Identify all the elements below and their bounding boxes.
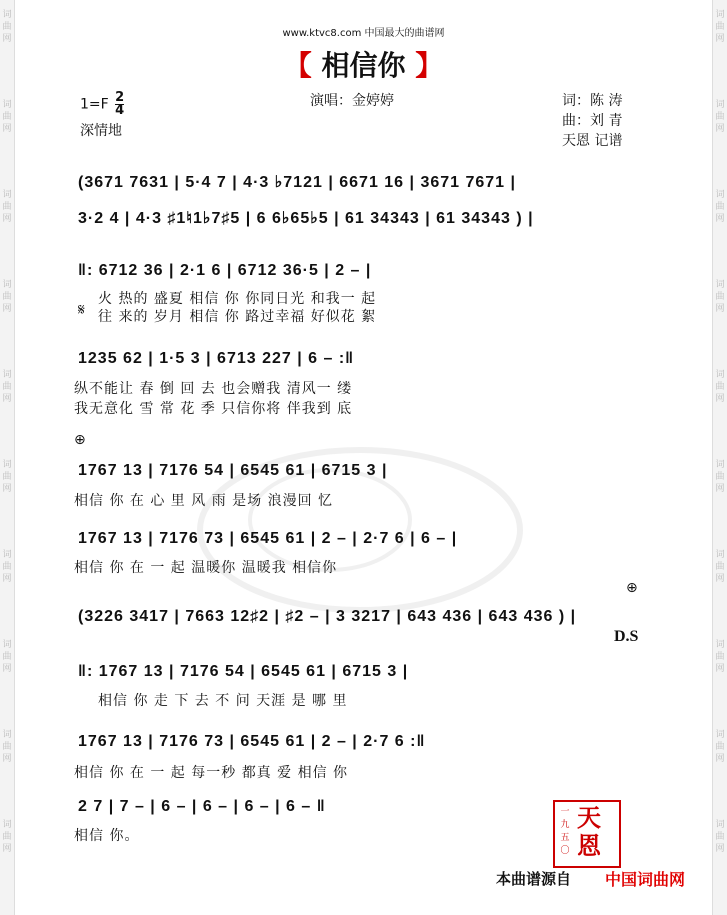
side-watermark-char: 曲 xyxy=(2,832,12,842)
title-close-bracket: 】 xyxy=(415,49,444,82)
side-watermark-char: 曲 xyxy=(2,22,12,32)
side-watermark-char: 曲 xyxy=(715,382,725,392)
side-watermark-char: 曲 xyxy=(715,652,725,662)
notation-row-verse-a: ‖: 6712 36 | 2·1 6 | 6712 36·5 | 2 – | xyxy=(78,262,372,279)
side-watermark-char: 曲 xyxy=(2,112,12,122)
side-watermark-char: 曲 xyxy=(715,832,725,842)
side-watermark-char: 网 xyxy=(2,754,12,764)
side-watermark-char: 曲 xyxy=(2,742,12,752)
time-sig-top: 2 xyxy=(115,90,125,105)
side-watermark-char: 词 xyxy=(2,550,12,560)
side-watermark-char: 网 xyxy=(715,664,725,674)
side-watermark-char: 网 xyxy=(2,664,12,674)
notation-row-coda-a: ‖: 1767 13 | 7176 54 | 6545 61 | 6715 3 | xyxy=(78,663,409,680)
notation-row-chorus-a: 1767 13 | 7176 54 | 6545 61 | 6715 3 | xyxy=(78,462,388,479)
side-watermark-char: 曲 xyxy=(2,292,12,302)
lyric-line-l9: 相信 你。 xyxy=(74,828,140,844)
lyric-line-l5: 相信 你 在 心 里 风 雨 是场 浪漫回 忆 xyxy=(74,493,334,509)
side-watermark-char: 网 xyxy=(715,574,725,584)
footer-site-name[interactable]: 中国词曲网 xyxy=(605,870,686,889)
song-title xyxy=(0,44,727,84)
side-watermark-char: 词 xyxy=(2,370,12,380)
lyric-line-l6: 相信 你 在 一 起 温暖你 温暖我 相信你 xyxy=(74,560,338,576)
key-label: 1=F xyxy=(80,96,109,113)
lyric-line-l8: 相信 你 在 一 起 每一秒 都真 爱 相信 你 xyxy=(74,765,349,781)
side-watermark-char: 曲 xyxy=(715,112,725,122)
segno-mark: 𝄋 xyxy=(78,300,85,319)
side-watermark-char: 网 xyxy=(715,484,725,494)
side-watermark-char: 曲 xyxy=(715,742,725,752)
side-watermark-char: 曲 xyxy=(2,202,12,212)
side-watermark-char: 曲 xyxy=(2,472,12,482)
side-watermark-char: 词 xyxy=(2,640,12,650)
notation-row-coda-b: 1767 13 | 7176 73 | 6545 61 | 2 – | 2·7 6 :‖ xyxy=(78,733,426,750)
side-watermark-char: 曲 xyxy=(715,472,725,482)
lyric-line-l2: 往 来的 岁月 相信 你 路过幸福 好似花 絮 xyxy=(98,309,377,325)
side-watermark-char: 词 xyxy=(2,190,12,200)
side-watermark-char: 网 xyxy=(2,304,12,314)
lyric-line-l3: 纵不能让 春 倒 回 去 也会赠我 清风一 缕 xyxy=(74,381,353,397)
coda-mark-2: ⊕ xyxy=(626,580,638,596)
side-watermark-char: 词 xyxy=(715,640,725,650)
notation-row-verse-b: 1235 62 | 1·5 3 | 6713 227 | 6 – :‖ xyxy=(78,350,355,367)
side-watermark-char: 词 xyxy=(2,730,12,740)
side-watermark-char: 网 xyxy=(2,484,12,494)
right-side-watermark-strip xyxy=(712,0,727,915)
time-sig-bottom: 4 xyxy=(115,103,125,118)
side-watermark-char: 曲 xyxy=(715,292,725,302)
stamp-column-text: 一 九 五 〇 xyxy=(560,807,570,856)
side-watermark-char: 词 xyxy=(2,10,12,20)
footer-source-label: 本曲谱源自 xyxy=(496,870,572,888)
side-watermark-char: 词 xyxy=(715,820,725,830)
side-watermark-char: 词 xyxy=(715,100,725,110)
side-watermark-char: 曲 xyxy=(715,202,725,212)
transcriber-credit: 天恩 记谱 xyxy=(562,133,623,149)
stamp-char-2: 恩 xyxy=(577,832,601,860)
singer-credit: 演唱：金婷婷 xyxy=(310,93,394,109)
side-watermark-char: 网 xyxy=(2,124,12,134)
side-watermark-char: 曲 xyxy=(715,562,725,572)
title-text: 相信你 xyxy=(321,49,406,82)
title-open-bracket: 【 xyxy=(283,49,312,82)
side-watermark-char: 网 xyxy=(2,34,12,44)
lyricist-credit: 词：陈 涛 xyxy=(562,93,623,109)
notation-row-intro-2: 3·2 4 | 4·3 ♯1♮1♭7♯5 | 6 6♭65♭5 | 61 34343 | 61 34343 ) | xyxy=(78,210,534,227)
side-watermark-char: 网 xyxy=(2,214,12,224)
time-signature xyxy=(115,92,124,117)
side-watermark-char: 词 xyxy=(715,460,725,470)
side-watermark-char: 网 xyxy=(715,844,725,854)
ds-mark: D.S xyxy=(614,628,639,645)
side-watermark-char: 网 xyxy=(2,574,12,584)
side-watermark-char: 网 xyxy=(2,844,12,854)
lyric-line-l1: 火 热的 盛夏 相信 你 你同日光 和我一 起 xyxy=(98,291,377,307)
side-watermark-char: 网 xyxy=(715,304,725,314)
notation-row-ending: 2 7 | 7 – | 6 – | 6 – | 6 – | 6 – ‖ xyxy=(78,798,326,815)
side-watermark-char: 网 xyxy=(715,34,725,44)
side-watermark-char: 词 xyxy=(2,100,12,110)
side-watermark-char: 曲 xyxy=(2,562,12,572)
side-watermark-char: 曲 xyxy=(715,22,725,32)
side-watermark-char: 网 xyxy=(715,394,725,404)
stamp-char-1: 天 xyxy=(577,804,601,832)
side-watermark-char: 词 xyxy=(2,280,12,290)
side-watermark-char: 曲 xyxy=(2,382,12,392)
notation-row-interlude: (3226 3417 | 7663 12♯2 | ♯2 – | 3 3217 | 643 436 | 643 436 ) | xyxy=(78,608,577,625)
key-signature xyxy=(80,92,124,117)
notation-row-chorus-b: 1767 13 | 7176 73 | 6545 61 | 2 – | 2·7 6 | 6 – | xyxy=(78,530,458,547)
side-watermark-char: 网 xyxy=(715,124,725,134)
side-watermark-char: 词 xyxy=(2,820,12,830)
lyric-line-l7: 相信 你 走 下 去 不 问 天涯 是 哪 里 xyxy=(98,693,348,709)
lyric-line-l4: 我无意化 雪 常 花 季 只信你将 伴我到 底 xyxy=(74,401,353,417)
side-watermark-char: 网 xyxy=(715,214,725,224)
side-watermark-char: 词 xyxy=(2,460,12,470)
side-watermark-char: 词 xyxy=(715,280,725,290)
left-side-watermark-strip xyxy=(0,0,15,915)
side-watermark-char: 词 xyxy=(715,10,725,20)
seal-stamp xyxy=(553,800,621,868)
composer-credit: 曲：刘 青 xyxy=(562,113,623,129)
side-watermark-char: 词 xyxy=(715,190,725,200)
side-watermark-char: 网 xyxy=(2,394,12,404)
site-header: www.ktvc8.com 中国最大的曲谱网 xyxy=(282,28,445,39)
side-watermark-char: 词 xyxy=(715,550,725,560)
side-watermark-char: 曲 xyxy=(2,652,12,662)
tempo-mood: 深情地 xyxy=(80,123,122,139)
side-watermark-char: 词 xyxy=(715,730,725,740)
side-watermark-char: 词 xyxy=(715,370,725,380)
side-watermark-char: 网 xyxy=(715,754,725,764)
coda-mark-1: ⊕ xyxy=(74,432,86,448)
notation-row-intro-1: (3671 7631 | 5·4 7 | 4·3 ♭7121 | 6671 16 | 3671 7671 | xyxy=(78,174,516,191)
